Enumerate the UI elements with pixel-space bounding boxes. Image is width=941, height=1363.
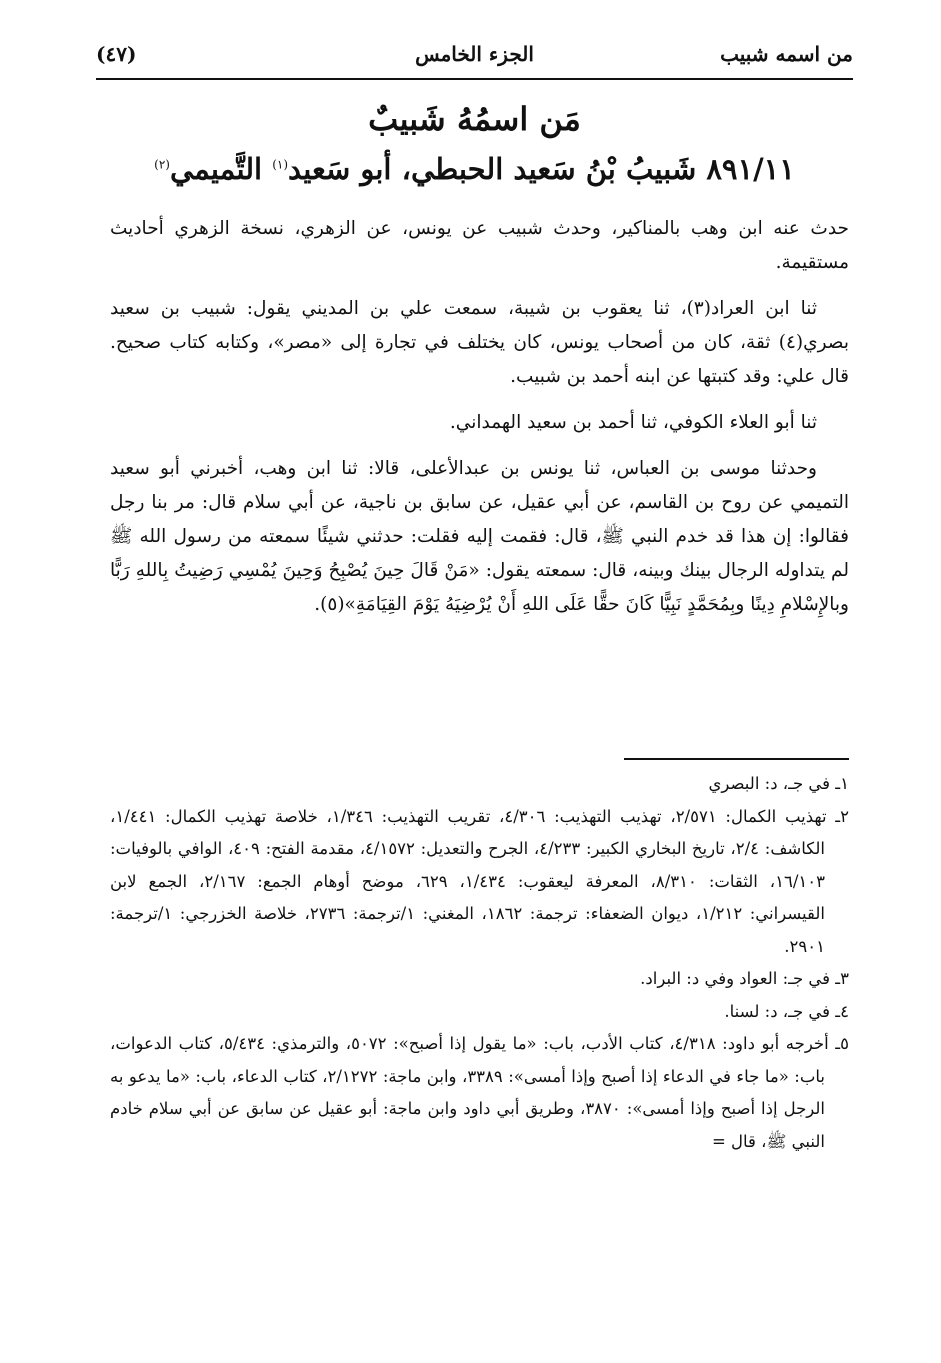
entry-heading-text: ٨٩١/١١ شَبيبُ بْنُ سَعيد الحبطي، أبو سَعيد	[288, 152, 795, 186]
footnote: ٣ـ في جـ: العواد وفي د: البراد.	[640, 969, 849, 988]
footnote: ٥ـ أخرجه أبو داود: ٤/٣١٨، كتاب الأدب، باب: «ما يقول إذا أصبح»: ٥٠٧٢، والترمذي: ٥/٤٣٤، كتاب الدعوات، باب: «ما جاء في الدعاء إذا أصبح وإذا أمسى»: ٣٣٨٩، وابن ماجة: ٢/١٢٧٢، كتاب الدعاء، باب: «ما يدعو به الرجل إذا أصبح وإذا أمسى»: ٣٨٧٠، وطريق أبي داود وابن ماجة: أبو عقيل عن سابق عن أبي سلام خادم النبي ﷺ، قال =	[110, 1034, 849, 1151]
header-section-title: من اسمه شبيب	[720, 42, 853, 66]
paragraph: ثنا ابن العراد(٣)، ثنا يعقوب بن شيبة، سمعت علي بن المديني يقول: شبيب بن سعيد بصري(٤) ثقة، كان من أصحاب يونس، كان يختلف في تجارة إلى «مصر»، وكتابه كتاب صحيح. قال علي: وقد كتبتها عن ابنه أحمد بن شبيب.	[110, 298, 849, 387]
entry-note-2: (٢)	[154, 157, 170, 172]
entry-note-1: (١)	[272, 157, 289, 172]
footnote: ١ـ في جـ، د: البصري	[708, 774, 849, 793]
paragraph: وحدثنا موسى بن العباس، ثنا يونس بن عبدالأعلى، قالا: ثنا ابن وهب، أخبرني أبو سعيد التميمي عن روح بن القاسم، عن أبي عقيل، عن سابق بن ناجية، عن أبي سلام قال: مر بنا رجل فقالوا: إن هذا قد خدم النبي ﷺ، قال: فقمت إليه فقلت: حدثني شيئًا سمعته من رسول الله ﷺ لم يتداوله الرجال بينك وبينه، قال: سمعته يقول: «مَنْ قَالَ حِينَ يُصْبِحُ وَحِينَ يُمْسِي رَضِيتُ بِاللهِ رَبًّا وبالإِسْلامِ دِينًا وبِمُحَمَّدٍ نَبِيًّا كَانَ حقًّا عَلَى اللهِ أَنْ يُرْضِيَهُ يَوْمَ القِيَامَةِ»(٥).	[110, 458, 849, 615]
paragraph: ثنا أبو العلاء الكوفي، ثنا أحمد بن سعيد الهمداني.	[449, 412, 817, 433]
footnote: ٢ـ تهذيب الكمال: ٢/٥٧١، تهذيب التهذيب: ٤/٣٠٦، تقريب التهذيب: ١/٣٤٦، خلاصة تهذيب الكمال: ١/٤٤١، الكاشف: ٢/٤، تاريخ البخاري الكبير: ٤/٢٣٣، الجرح والتعديل: ٤/١٥٧٢، مقدمة الفتح: ٤٠٩، الوافي بالوفيات: ١٦/١٠٣، الثقات: ٨/٣١٠، المعرفة ليعقوب: ١/٤٣٤، ٦٢٩، موضح أوهام الجمع: ٢/١٦٧، الجمع لابن القيسراني: ١/٢١٢، ديوان الضعفاء: ترجمة: ١٨٦٢، المغني: ١/ترجمة: ٢٧٣٦، خلاصة الخزرجي: ١/ترجمة: ٢٩٠١.	[110, 806, 850, 956]
entry-heading	[96, 152, 853, 186]
entry-heading-nisba: التَّميمي	[169, 152, 273, 186]
running-header	[96, 38, 853, 80]
footnote-divider	[624, 758, 849, 760]
paragraph: حدث عنه ابن وهب بالمناكير، وحدث شبيب عن يونس، عن الزهري، نسخة الزهري أحاديث مستقيمة.	[110, 218, 849, 273]
main-text	[110, 212, 849, 634]
header-page-number: (٤٧)	[96, 42, 137, 66]
chapter-title: مَن اسمُهُ شَبيبٌ	[368, 100, 581, 138]
footnote: ٤ـ في جـ، د: لسنا.	[724, 1001, 849, 1021]
header-volume: الجزء الخامس	[415, 42, 534, 66]
footnotes	[110, 768, 849, 1158]
